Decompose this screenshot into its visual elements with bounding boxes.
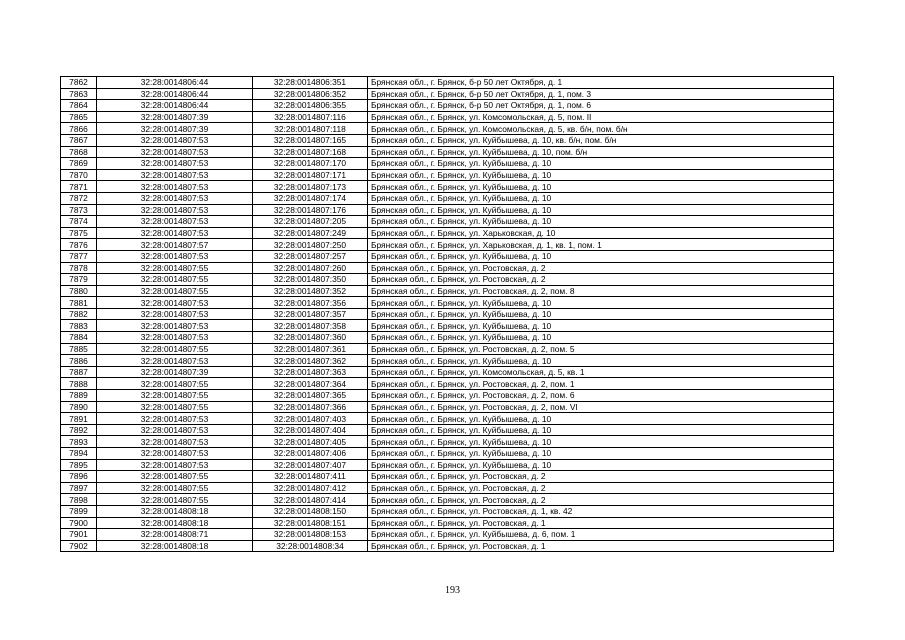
row-number-cell: 7870 [61,169,97,181]
table-row [61,494,834,506]
cadastral-number-cell: 32:28:0014807:116 [253,111,368,123]
cadastral-block-cell: 32:28:0014807:55 [97,343,253,355]
table-row [61,262,834,274]
cadastral-block-cell: 32:28:0014807:55 [97,494,253,506]
address-cell: Брянская обл., г. Брянск, ул. Куйбышева, д. 10 [368,158,834,170]
row-number-cell: 7893 [61,436,97,448]
cadastral-block-cell: 32:28:0014807:53 [97,227,253,239]
cadastral-number-cell: 32:28:0014806:355 [253,100,368,112]
cadastral-number-cell: 32:28:0014807:404 [253,424,368,436]
registry-table-body [61,77,834,552]
table-row [61,332,834,344]
address-cell: Брянская обл., г. Брянск, ул. Куйбышева, д. 10 [368,297,834,309]
row-number-cell: 7887 [61,366,97,378]
table-row [61,250,834,262]
row-number-cell: 7885 [61,343,97,355]
cadastral-block-cell: 32:28:0014807:53 [97,297,253,309]
table-row [61,181,834,193]
address-cell: Брянская обл., г. Брянск, ул. Ростовская, д. 1 [368,540,834,552]
cadastral-number-cell: 32:28:0014807:356 [253,297,368,309]
cadastral-block-cell: 32:28:0014807:39 [97,123,253,135]
address-cell: Брянская обл., г. Брянск, ул. Куйбышева, д. 10 [368,192,834,204]
address-cell: Брянская обл., г. Брянск, ул. Ростовская, д. 2 [368,482,834,494]
row-number-cell: 7878 [61,262,97,274]
cadastral-block-cell: 32:28:0014806:44 [97,88,253,100]
row-number-cell: 7863 [61,88,97,100]
address-cell: Брянская обл., г. Брянск, б-р 50 лет Октября, д. 1 [368,77,834,89]
row-number-cell: 7886 [61,355,97,367]
cadastral-number-cell: 32:28:0014807:406 [253,448,368,460]
cadastral-number-cell: 32:28:0014808:151 [253,517,368,529]
cadastral-block-cell: 32:28:0014807:55 [97,471,253,483]
table-row [61,413,834,425]
table-row [61,204,834,216]
cadastral-number-cell: 32:28:0014807:364 [253,378,368,390]
address-cell: Брянская обл., г. Брянск, ул. Ростовская, д. 2, пом. 5 [368,343,834,355]
cadastral-block-cell: 32:28:0014807:53 [97,436,253,448]
row-number-cell: 7897 [61,482,97,494]
table-row [61,390,834,402]
row-number-cell: 7896 [61,471,97,483]
table-row [61,274,834,286]
cadastral-number-cell: 32:28:0014807:176 [253,204,368,216]
row-number-cell: 7867 [61,134,97,146]
table-row [61,471,834,483]
row-number-cell: 7864 [61,100,97,112]
cadastral-number-cell: 32:28:0014807:412 [253,482,368,494]
cadastral-block-cell: 32:28:0014807:53 [97,459,253,471]
cadastral-block-cell: 32:28:0014808:18 [97,540,253,552]
row-number-cell: 7898 [61,494,97,506]
row-number-cell: 7889 [61,390,97,402]
cadastral-number-cell: 32:28:0014807:411 [253,471,368,483]
cadastral-number-cell: 32:28:0014807:257 [253,250,368,262]
cadastral-block-cell: 32:28:0014807:53 [97,332,253,344]
address-cell: Брянская обл., г. Брянск, ул. Ростовская, д. 2, пом. 8 [368,285,834,297]
address-cell: Брянская обл., г. Брянск, ул. Ростовская, д. 2 [368,274,834,286]
row-number-cell: 7892 [61,424,97,436]
cadastral-block-cell: 32:28:0014807:55 [97,390,253,402]
cadastral-block-cell: 32:28:0014807:53 [97,192,253,204]
cadastral-number-cell: 32:28:0014807:363 [253,366,368,378]
address-cell: Брянская обл., г. Брянск, ул. Куйбышева, д. 6, пом. 1 [368,529,834,541]
table-row [61,158,834,170]
table-row [61,88,834,100]
cadastral-number-cell: 32:28:0014807:358 [253,320,368,332]
row-number-cell: 7871 [61,181,97,193]
cadastral-number-cell: 32:28:0014807:118 [253,123,368,135]
cadastral-block-cell: 32:28:0014807:53 [97,320,253,332]
row-number-cell: 7873 [61,204,97,216]
cadastral-block-cell: 32:28:0014807:55 [97,274,253,286]
table-row [61,192,834,204]
address-cell: Брянская обл., г. Брянск, ул. Куйбышева, д. 10 [368,332,834,344]
address-cell: Брянская обл., г. Брянск, ул. Куйбышева, д. 10 [368,204,834,216]
row-number-cell: 7883 [61,320,97,332]
address-cell: Брянская обл., г. Брянск, ул. Куйбышева, д. 10 [368,216,834,228]
address-cell: Брянская обл., г. Брянск, ул. Комсомольская, д. 5, кв. б/н, пом. б/н [368,123,834,135]
address-cell: Брянская обл., г. Брянск, ул. Ростовская, д. 1, кв. 42 [368,505,834,517]
cadastral-number-cell: 32:28:0014808:150 [253,505,368,517]
address-cell: Брянская обл., г. Брянск, б-р 50 лет Октября, д. 1, пом. 3 [368,88,834,100]
row-number-cell: 7902 [61,540,97,552]
row-number-cell: 7881 [61,297,97,309]
row-number-cell: 7874 [61,216,97,228]
cadastral-block-cell: 32:28:0014808:71 [97,529,253,541]
address-cell: Брянская обл., г. Брянск, ул. Комсомольская, д. 5, кв. 1 [368,366,834,378]
table-row [61,239,834,251]
table-row [61,111,834,123]
cadastral-number-cell: 32:28:0014807:205 [253,216,368,228]
row-number-cell: 7879 [61,274,97,286]
cadastral-number-cell: 32:28:0014808:153 [253,529,368,541]
row-number-cell: 7894 [61,448,97,460]
row-number-cell: 7872 [61,192,97,204]
cadastral-block-cell: 32:28:0014807:53 [97,204,253,216]
row-number-cell: 7869 [61,158,97,170]
table-row [61,123,834,135]
table-row [61,424,834,436]
address-cell: Брянская обл., г. Брянск, б-р 50 лет Октября, д. 1, пом. 6 [368,100,834,112]
cadastral-number-cell: 32:28:0014808:34 [253,540,368,552]
cadastral-block-cell: 32:28:0014806:44 [97,100,253,112]
cadastral-number-cell: 32:28:0014807:405 [253,436,368,448]
cadastral-block-cell: 32:28:0014807:55 [97,378,253,390]
table-row [61,227,834,239]
row-number-cell: 7884 [61,332,97,344]
row-number-cell: 7882 [61,308,97,320]
row-number-cell: 7895 [61,459,97,471]
table-row [61,540,834,552]
address-cell: Брянская обл., г. Брянск, ул. Куйбышева, д. 10 [368,413,834,425]
table-row [61,355,834,367]
table-row [61,401,834,413]
cadastral-number-cell: 32:28:0014807:360 [253,332,368,344]
row-number-cell: 7891 [61,413,97,425]
address-cell: Брянская обл., г. Брянск, ул. Куйбышева, д. 10 [368,424,834,436]
table-row [61,320,834,332]
cadastral-number-cell: 32:28:0014807:174 [253,192,368,204]
cadastral-block-cell: 32:28:0014807:39 [97,111,253,123]
table-row [61,343,834,355]
address-cell: Брянская обл., г. Брянск, ул. Ростовская, д. 2 [368,494,834,506]
row-number-cell: 7899 [61,505,97,517]
table-row [61,517,834,529]
table-row [61,459,834,471]
cadastral-block-cell: 32:28:0014807:53 [97,181,253,193]
cadastral-block-cell: 32:28:0014808:18 [97,505,253,517]
row-number-cell: 7901 [61,529,97,541]
address-cell: Брянская обл., г. Брянск, ул. Куйбышева, д. 10 [368,308,834,320]
cadastral-number-cell: 32:28:0014807:171 [253,169,368,181]
cadastral-block-cell: 32:28:0014807:55 [97,401,253,413]
cadastral-number-cell: 32:28:0014807:350 [253,274,368,286]
row-number-cell: 7866 [61,123,97,135]
cadastral-block-cell: 32:28:0014807:53 [97,413,253,425]
row-number-cell: 7877 [61,250,97,262]
row-number-cell: 7876 [61,239,97,251]
address-cell: Брянская обл., г. Брянск, ул. Куйбышева, д. 10 [368,355,834,367]
address-cell: Брянская обл., г. Брянск, ул. Куйбышева, д. 10, пом. б/н [368,146,834,158]
table-row [61,285,834,297]
cadastral-block-cell: 32:28:0014807:53 [97,250,253,262]
address-cell: Брянская обл., г. Брянск, ул. Куйбышева, д. 10 [368,320,834,332]
address-cell: Брянская обл., г. Брянск, ул. Куйбышева, д. 10, кв. б/н, пом. б/н [368,134,834,146]
table-row [61,169,834,181]
cadastral-number-cell: 32:28:0014807:165 [253,134,368,146]
table-row [61,134,834,146]
cadastral-number-cell: 32:28:0014807:249 [253,227,368,239]
address-cell: Брянская обл., г. Брянск, ул. Куйбышева, д. 10 [368,436,834,448]
cadastral-number-cell: 32:28:0014807:173 [253,181,368,193]
cadastral-number-cell: 32:28:0014806:352 [253,88,368,100]
cadastral-block-cell: 32:28:0014806:44 [97,77,253,89]
table-row [61,366,834,378]
address-cell: Брянская обл., г. Брянск, ул. Ростовская, д. 2, пом. 1 [368,378,834,390]
table-row [61,529,834,541]
cadastral-number-cell: 32:28:0014807:407 [253,459,368,471]
cadastral-number-cell: 32:28:0014807:352 [253,285,368,297]
row-number-cell: 7890 [61,401,97,413]
table-row [61,436,834,448]
cadastral-block-cell: 32:28:0014807:53 [97,216,253,228]
table-row [61,482,834,494]
address-cell: Брянская обл., г. Брянск, ул. Харьковская, д. 1, кв. 1, пом. 1 [368,239,834,251]
cadastral-block-cell: 32:28:0014807:55 [97,482,253,494]
table-row [61,448,834,460]
cadastral-block-cell: 32:28:0014807:53 [97,308,253,320]
row-number-cell: 7880 [61,285,97,297]
cadastral-number-cell: 32:28:0014807:365 [253,390,368,402]
address-cell: Брянская обл., г. Брянск, ул. Комсомольская, д. 5, пом. II [368,111,834,123]
cadastral-block-cell: 32:28:0014807:53 [97,169,253,181]
cadastral-block-cell: 32:28:0014808:18 [97,517,253,529]
address-cell: Брянская обл., г. Брянск, ул. Куйбышева, д. 10 [368,250,834,262]
address-cell: Брянская обл., г. Брянск, ул. Ростовская, д. 1 [368,517,834,529]
address-cell: Брянская обл., г. Брянск, ул. Ростовская, д. 2, пом. 6 [368,390,834,402]
table-row [61,378,834,390]
row-number-cell: 7888 [61,378,97,390]
table-row [61,100,834,112]
cadastral-block-cell: 32:28:0014807:57 [97,239,253,251]
row-number-cell: 7868 [61,146,97,158]
table-row [61,216,834,228]
cadastral-number-cell: 32:28:0014807:168 [253,146,368,158]
address-cell: Брянская обл., г. Брянск, ул. Куйбышева, д. 10 [368,181,834,193]
address-cell: Брянская обл., г. Брянск, ул. Куйбышева, д. 10 [368,169,834,181]
cadastral-number-cell: 32:28:0014807:357 [253,308,368,320]
row-number-cell: 7862 [61,77,97,89]
table-row [61,146,834,158]
row-number-cell: 7900 [61,517,97,529]
cadastral-number-cell: 32:28:0014806:351 [253,77,368,89]
cadastral-block-cell: 32:28:0014807:53 [97,355,253,367]
cadastral-number-cell: 32:28:0014807:403 [253,413,368,425]
cadastral-number-cell: 32:28:0014807:250 [253,239,368,251]
page-number: 193 [445,585,460,596]
table-row [61,505,834,517]
address-cell: Брянская обл., г. Брянск, ул. Ростовская, д. 2 [368,262,834,274]
address-cell: Брянская обл., г. Брянск, ул. Куйбышева, д. 10 [368,448,834,460]
cadastral-number-cell: 32:28:0014807:366 [253,401,368,413]
table-row [61,77,834,89]
cadastral-number-cell: 32:28:0014807:361 [253,343,368,355]
address-cell: Брянская обл., г. Брянск, ул. Куйбышева, д. 10 [368,459,834,471]
cadastral-block-cell: 32:28:0014807:55 [97,262,253,274]
cadastral-number-cell: 32:28:0014807:414 [253,494,368,506]
table-row [61,297,834,309]
cadastral-registry-table [60,76,834,552]
address-cell: Брянская обл., г. Брянск, ул. Ростовская, д. 2, пом. VI [368,401,834,413]
row-number-cell: 7865 [61,111,97,123]
cadastral-block-cell: 32:28:0014807:53 [97,158,253,170]
table-row [61,308,834,320]
cadastral-block-cell: 32:28:0014807:39 [97,366,253,378]
cadastral-block-cell: 32:28:0014807:55 [97,285,253,297]
row-number-cell: 7875 [61,227,97,239]
address-cell: Брянская обл., г. Брянск, ул. Харьковская, д. 10 [368,227,834,239]
cadastral-number-cell: 32:28:0014807:170 [253,158,368,170]
cadastral-block-cell: 32:28:0014807:53 [97,134,253,146]
cadastral-block-cell: 32:28:0014807:53 [97,424,253,436]
cadastral-number-cell: 32:28:0014807:260 [253,262,368,274]
cadastral-number-cell: 32:28:0014807:362 [253,355,368,367]
address-cell: Брянская обл., г. Брянск, ул. Ростовская, д. 2 [368,471,834,483]
cadastral-block-cell: 32:28:0014807:53 [97,448,253,460]
cadastral-block-cell: 32:28:0014807:53 [97,146,253,158]
